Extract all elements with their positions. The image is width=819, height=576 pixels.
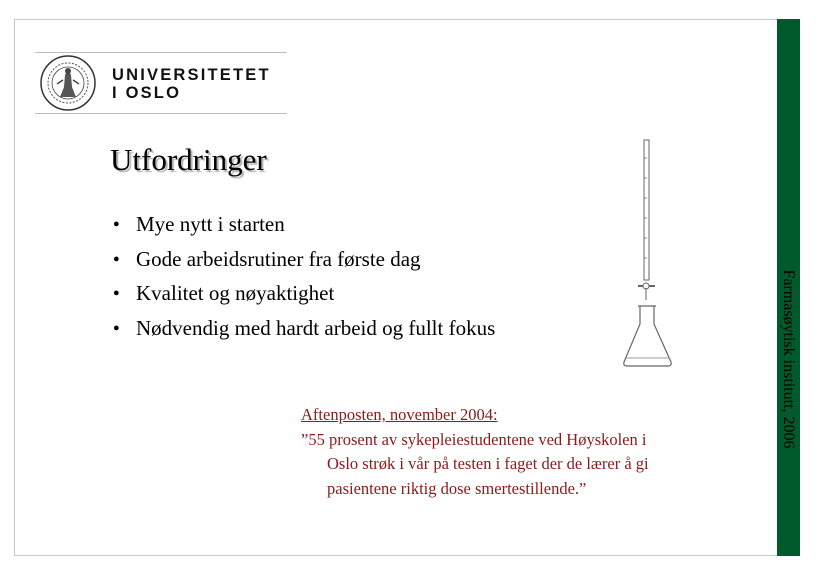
institution-name (112, 66, 271, 102)
quote-text: ”55 prosent av sykepleiestudentene ved Høyskolen i Oslo strøk i vår på testen i faget der de lærer å gi pasientene riktig dose smertestillende.” (301, 429, 649, 498)
bullet-item (112, 242, 495, 277)
sidebar-text: Farmasøytisk institutt, 2006 (780, 269, 797, 449)
bullet-text: Nødvendig med hardt arbeid og fullt fokus (136, 315, 496, 340)
logo-divider-top (35, 52, 287, 53)
quote-source: Aftenposten, november 2004: (301, 405, 498, 424)
bullet-icon: ● (113, 321, 120, 334)
institution-name-line2: I OSLO (112, 84, 182, 102)
quote-block (301, 403, 681, 501)
bullet-item (112, 276, 495, 311)
bullet-item (112, 207, 495, 242)
institution-name-line1: UNIVERSITETET (112, 66, 271, 84)
slide-title: Utfordringer (110, 142, 267, 177)
university-seal-icon (35, 54, 101, 112)
logo-divider-bottom (35, 113, 287, 114)
bullet-text: Gode arbeidsrutiner fra første dag (136, 246, 421, 271)
bullet-text: Mye nytt i starten (136, 212, 285, 236)
burette-flask-icon (618, 138, 678, 378)
bullet-icon: ● (113, 218, 120, 230)
bullet-list (112, 207, 495, 345)
bullet-icon: ● (113, 287, 120, 299)
bullet-text: Kvalitet og nøyaktighet (136, 281, 335, 305)
bullet-icon: ● (113, 252, 120, 265)
bullet-item (112, 311, 495, 346)
